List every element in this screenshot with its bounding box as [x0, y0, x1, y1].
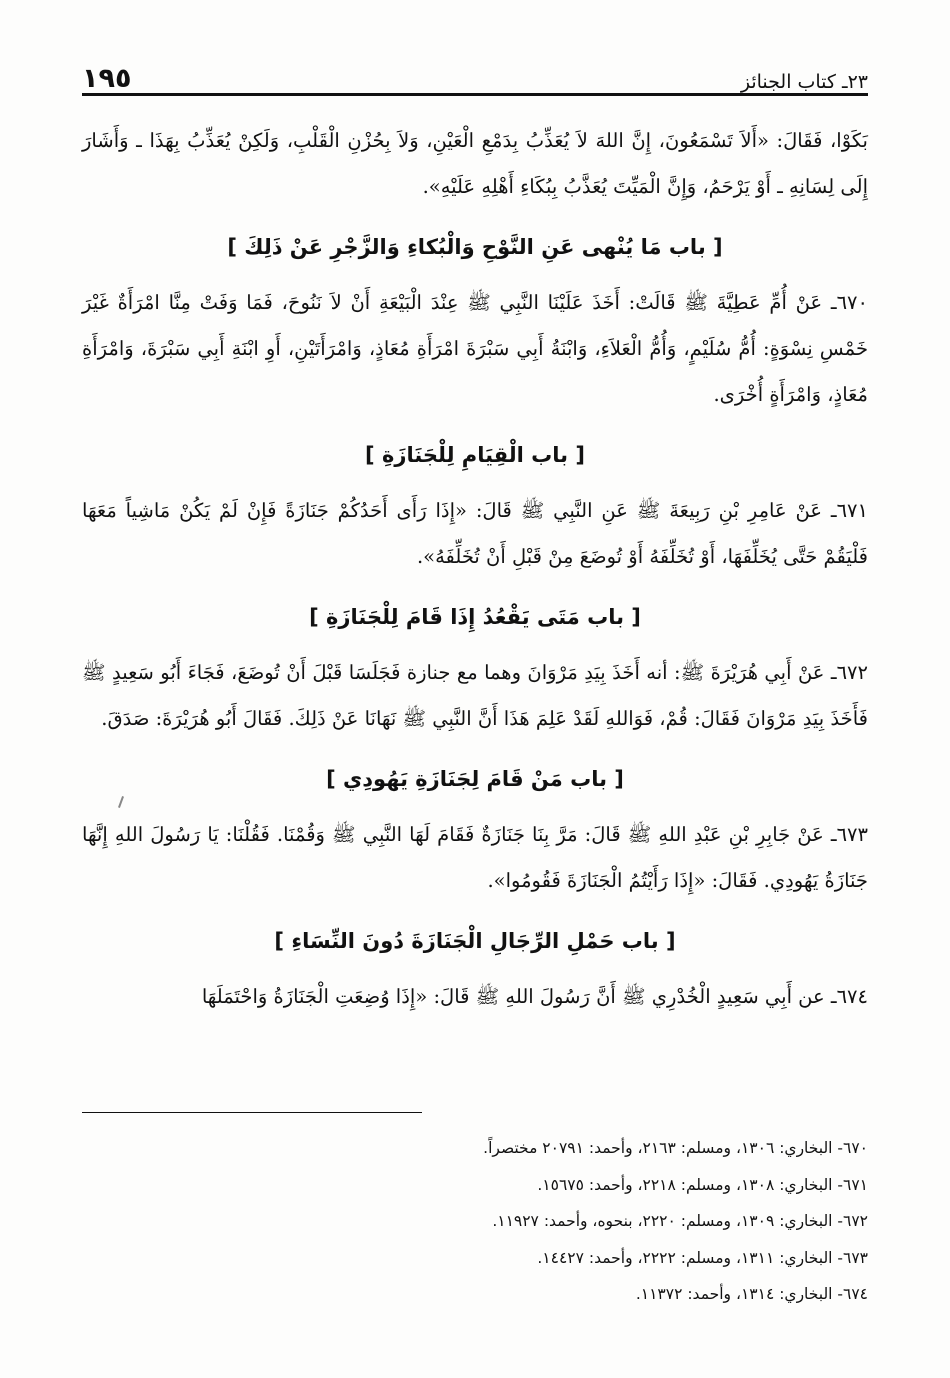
hadith-paragraph: ٦٧٤ـ عن أَبِي سَعِيدٍ الْخُدْرِي ﷺ أَنَّ رَسُولَ اللهِ ﷺ قَالَ: «إِذَا وُضِعَتِ الْجَنَازَةُ وَاحْتَمَلَهَا — [201, 985, 868, 1008]
page-body — [82, 118, 868, 1020]
hadith-paragraph: ٦٧٢ـ عَنْ أَبِي هُرَيْرَةَ ﷺ: أنه أَخَذَ بِيَدِ مَرْوَانَ وهما مع جنازة فَجَلَسَا قَبْلَ أَنْ تُوضَعَ، فَجَاءَ أَبُو سَعِيدٍ ﷺ فَأَخَذَ بِيَدِ مَرْوَانَ فَقَالَ: قُمْ، فَوَاللهِ لَقَدْ عَلِمَ هَذَا أَنَّ النَّبِي ﷺ نَهَانَا عَنْ ذَلِكَ. فَقَالَ أَبُو هُرَيْرَةَ: صَدَقَ. — [82, 661, 868, 730]
hadith-paragraph: ٦٧٣ـ عَنْ جَابِرِ بْنِ عَبْدِ اللهِ ﷺ قَالَ: مَرَّ بِنَا جَنَازَةٌ فَقَامَ لَهَا النَّبِي ﷺ وَقُمْنَا. فَقُلْنَا: يَا رَسُولَ اللهِ إِنَّهَا جَنَازَةُ يَهُودِي. فَقَالَ: «إِذَا رَأَيْتُمُ الْجَنَازَةَ فَقُومُوا». — [82, 823, 868, 892]
running-title: ٢٣ـ كتاب الجنائز — [740, 71, 868, 93]
footnote: ٦٧٤- البخاري: ١٣١٤، وأحمد: ١١٣٧٢. — [635, 1285, 868, 1303]
hadith-paragraph: ٦٧١ـ عَنْ عَامِرِ بْنِ رَبِيعَةَ ﷺ عَنِ النَّبِي ﷺ قَالَ: «إِذَا رَأَى أَحَدُكُمْ جَنَازَةً فَإِنْ لَمْ يَكُنْ مَاشِياً مَعَهَا فَلْيَقُمْ حَتَّى يُخَلِّفَهَا، أَوْ تُخَلِّفَهُ أَوْ تُوضَعَ مِنْ قَبْلِ أَنْ تُخَلِّفَهُ». — [82, 499, 868, 568]
header-rule — [82, 93, 868, 96]
chapter-heading: [ باب مَنْ قَامَ لِجَنَازَةِ يَهُودِي ] — [326, 767, 624, 791]
hadith-paragraph: بَكَوْا، فَقَالَ: «أَلاَ تَسْمَعُونَ، إِنَّ اللهَ لاَ يُعَذِّبُ بِدَمْعِ الْعَيْنِ، وَلاَ بِحُزْنِ الْقَلْبِ، وَلَكِنْ يُعَذِّبُ بِهَذَا ـ وَأَشَارَ إِلَى لِسَانِهِ ـ أَوْ يَرْحَمُ، وَإِنَّ الْمَيِّتَ يُعَذَّبُ بِبُكَاءِ أَهْلِهِ عَلَيْهِ». — [82, 129, 868, 198]
footnote: ٦٧٢- البخاري: ١٣٠٩، ومسلم: ٢٢٢٠، بنحوه، وأحمد: ١١٩٢٧. — [492, 1212, 868, 1230]
footnotes — [82, 1130, 868, 1313]
footnote-rule — [82, 1112, 422, 1113]
page-header — [82, 52, 868, 92]
page-number: ١٩٥ — [82, 63, 132, 94]
chapter-heading: [ باب مَتَى يَقْعُدُ إِذَا قَامَ لِلْجَنَازَةِ ] — [309, 605, 641, 629]
hadith-paragraph: ٦٧٠ـ عَنْ أُمِّ عَطِيَّةَ ﷺ قَالَتْ: أَخَذَ عَلَيْنَا النَّبِي ﷺ عِنْدَ الْبَيْعَةِ أَنْ لاَ نَنُوحَ، فَمَا وَفَتْ مِنَّا امْرَأَةٌ غَيْرَ خَمْسِ نِسْوَةٍ: أُمُّ سُلَيْمٍ، وَأُمُّ الْعَلاَءِ، وَابْنَةُ أَبِي سَبْرَةَ امْرَأَةِ مُعَاذٍ، وَامْرَأَتَيْنِ، أَوِ ابْنَةِ أَبِي سَبْرَةَ، وَامْرَأَةِ مُعَاذٍ، وَامْرَأَةٍ أُخْرَى. — [82, 291, 868, 406]
chapter-heading: [ باب الْقِيَامِ لِلْجَنَازَةِ ] — [365, 443, 585, 467]
footnote: ٦٧٣- البخاري: ١٣١١، ومسلم: ٢٢٢٢، وأحمد: ١٤٤٢٧. — [537, 1248, 868, 1267]
footnote: ٦٧٠- البخاري: ١٣٠٦، ومسلم: ٢١٦٣، وأحمد: ٢٠٧٩١ مختصراً. — [483, 1139, 868, 1157]
chapter-heading: [ باب حَمْلِ الرِّجَالِ الْجَنَازَةَ دُونَ النِّسَاءِ ] — [274, 929, 676, 953]
chapter-heading: [ باب مَا يُنْهى عَنِ النَّوْحِ وَالْبُكاءِ وَالزَّجْرِ عَنْ ذَلِكَ ] — [227, 235, 723, 259]
footnote: ٦٧١- البخاري: ١٣٠٨، ومسلم: ٢٢١٨، وأحمد: ١٥٦٧٥. — [537, 1175, 868, 1194]
